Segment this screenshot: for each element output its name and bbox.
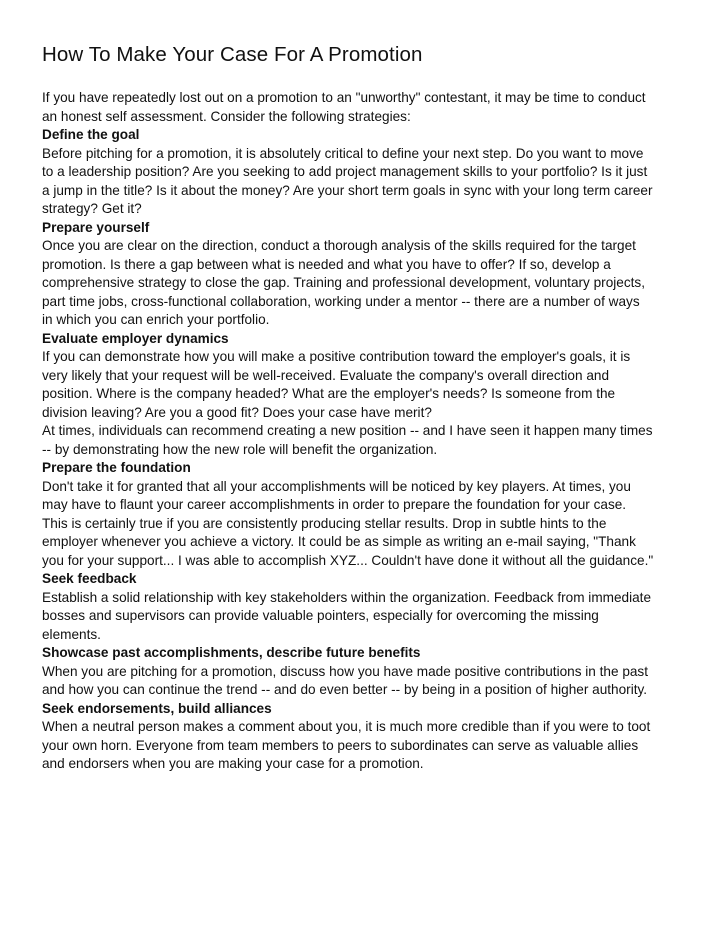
paragraph-line: position. Where is the company headed? What are the employer's needs? Is someone from the <box>42 386 616 401</box>
section-heading: Seek feedback <box>42 571 137 586</box>
paragraph-line: a jump in the title? Is it about the money? Are your short term goals in sync with your long term career <box>42 182 653 198</box>
document-title: How To Make Your Case For A Promotion <box>42 43 423 66</box>
paragraph-line: very likely that your request will be well-received. Evaluate the company's overall direction and <box>42 367 610 383</box>
section-heading: Seek endorsements, build alliances <box>42 700 272 716</box>
paragraph-line: Before pitching for a promotion, it is absolutely critical to define your next step. Do you want to move <box>42 145 644 161</box>
paragraph-line: and endorsers when you are making your case for a promotion. <box>42 756 424 771</box>
paragraph-line: employer whenever you achieve a victory. It could be as simple as writing an e-mail saying, "Thank <box>42 534 636 549</box>
paragraph-line: may have to flaunt your career accomplishments in order to prepare the foundation for your case. <box>42 497 627 512</box>
paragraph-line: your own horn. Everyone from team members to peers to subordinates can serve as valuable allies <box>42 737 639 753</box>
paragraph-line: When you are pitching for a promotion, discuss how you have made positive contributions in the past <box>42 663 649 679</box>
section-heading: Showcase past accomplishments, describe future benefits <box>42 645 421 660</box>
paragraph-line: bosses and supervisors can provide valuable pointers, especially for overcoming the missing <box>42 608 599 623</box>
paragraph-line: in which you can enrich your portfolio. <box>42 312 270 327</box>
paragraph-line: Establish a solid relationship with key stakeholders within the organization. Feedback from immediate <box>42 589 652 605</box>
paragraph-line: comprehensive strategy to close the gap. Training and professional development, voluntary projects, <box>42 275 645 290</box>
paragraph-line: an honest self assessment. Consider the following strategies: <box>42 108 411 124</box>
paragraph-line: division leaving? Are you a good fit? Does your case have merit? <box>42 404 432 420</box>
section-heading: Prepare yourself <box>42 219 150 235</box>
paragraph-line: At times, individuals can recommend creating a new position -- and I have seen it happen many times <box>42 423 653 438</box>
paragraph-line: you for your support... I was able to accomplish XYZ... Couldn't have done it without all the guidance." <box>42 552 654 568</box>
paragraph-line: If you can demonstrate how you will make a positive contribution toward the employer's goals, it is <box>42 349 631 364</box>
paragraph-line: Don't take it for granted that all your accomplishments will be noticed by key players. At times, you <box>42 478 631 494</box>
section-heading: Evaluate employer dynamics <box>42 330 229 346</box>
paragraph-line: strategy? Get it? <box>42 201 142 216</box>
paragraph-line: elements. <box>42 626 101 642</box>
paragraph-line: part time jobs, cross-functional collaboration, working under a mentor -- there are a number of ways <box>42 293 640 309</box>
paragraph-line: When a neutral person makes a comment about you, it is much more credible than if you were to toot <box>42 719 651 734</box>
section-heading: Prepare the foundation <box>42 460 191 475</box>
document-body <box>42 89 692 774</box>
paragraph-line: This is certainly true if you are consistently producing stellar results. Drop in subtle hints to the <box>42 515 607 531</box>
document-page <box>42 42 692 774</box>
paragraph-line: to a leadership position? Are you seeking to add project management skills to your portfolio? Is it just <box>42 164 648 179</box>
paragraph-line: Once you are clear on the direction, conduct a thorough analysis of the skills required for the target <box>42 238 636 253</box>
paragraph-line: promotion. Is there a gap between what is needed and what you have to offer? If so, develop a <box>42 256 611 272</box>
section-heading: Define the goal <box>42 127 140 142</box>
paragraph-line: -- by demonstrating how the new role will benefit the organization. <box>42 441 438 457</box>
paragraph-line: If you have repeatedly lost out on a promotion to an "unworthy" contestant, it may be time to conduct <box>42 90 646 105</box>
paragraph-line: and how you can continue the trend -- and do even better -- by being in a position of higher authority. <box>42 682 648 697</box>
